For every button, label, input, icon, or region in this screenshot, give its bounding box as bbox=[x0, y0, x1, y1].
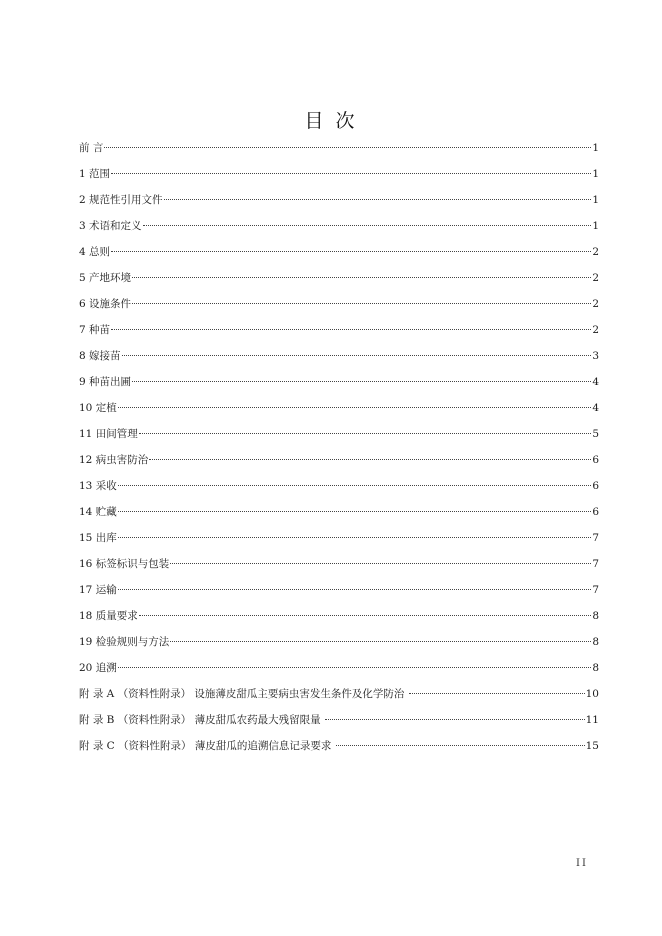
toc-entry-page-number: 6 bbox=[592, 480, 599, 492]
toc-entry[interactable] bbox=[79, 399, 599, 425]
toc-entry[interactable] bbox=[79, 165, 599, 191]
dot-leader bbox=[111, 251, 591, 252]
toc-entry-label: 2 规范性引用文件 bbox=[79, 194, 163, 206]
dot-leader bbox=[139, 615, 592, 616]
toc-entry-page-number: 2 bbox=[592, 272, 599, 284]
toc-entry[interactable] bbox=[79, 555, 599, 581]
toc-entry[interactable] bbox=[79, 321, 599, 347]
toc-entry-page-number: 8 bbox=[592, 662, 599, 674]
toc-entry[interactable] bbox=[79, 347, 599, 373]
toc-entry-label: 5 产地环境 bbox=[79, 272, 132, 284]
dot-leader bbox=[118, 589, 592, 590]
toc-entry-page-number: 8 bbox=[592, 636, 599, 648]
toc-entry-label: 13 采收 bbox=[79, 480, 117, 492]
toc-entry-label: 19 检验规则与方法 bbox=[79, 636, 170, 648]
dot-leader bbox=[132, 303, 591, 304]
toc-entry[interactable] bbox=[79, 295, 599, 321]
toc-entry[interactable] bbox=[79, 191, 599, 217]
toc-entry-label: 20 追溯 bbox=[79, 662, 117, 674]
toc-entry[interactable] bbox=[79, 685, 599, 711]
toc-entry[interactable] bbox=[79, 711, 599, 737]
toc-entry[interactable] bbox=[79, 477, 599, 503]
dot-leader bbox=[118, 667, 592, 668]
toc-entry-page-number: 3 bbox=[592, 350, 599, 362]
dot-leader bbox=[139, 433, 592, 434]
toc-entry-label: 4 总则 bbox=[79, 246, 111, 258]
toc-entry-page-number: 4 bbox=[592, 376, 599, 388]
dot-leader bbox=[122, 355, 592, 356]
toc-entry-page-number: 2 bbox=[592, 324, 599, 336]
toc-entry-label: 11 田间管理 bbox=[79, 428, 138, 440]
toc-entry-page-number: 10 bbox=[585, 688, 599, 700]
toc-entry-label: 7 种苗 bbox=[79, 324, 111, 336]
dot-leader bbox=[164, 199, 592, 200]
dot-leader bbox=[409, 693, 585, 694]
toc-entry-label: 14 贮藏 bbox=[79, 506, 117, 518]
toc-entry-label: 1 范围 bbox=[79, 168, 111, 180]
toc-entry-label: 附 录 B （资料性附录） 薄皮甜瓜农药最大残留限量 bbox=[79, 714, 324, 726]
dot-leader bbox=[170, 563, 591, 564]
toc-entry-label: 15 出库 bbox=[79, 532, 117, 544]
toc-entry[interactable] bbox=[79, 581, 599, 607]
toc-entry-page-number: 1 bbox=[592, 168, 599, 180]
toc-entry-label: 9 种苗出圃 bbox=[79, 376, 132, 388]
toc-entry[interactable] bbox=[79, 425, 599, 451]
toc-entry[interactable] bbox=[79, 659, 599, 685]
dot-leader bbox=[149, 459, 591, 460]
dot-leader bbox=[118, 511, 592, 512]
dot-leader bbox=[132, 277, 591, 278]
toc-entry[interactable] bbox=[79, 503, 599, 529]
toc-entry-label: 18 质量要求 bbox=[79, 610, 138, 622]
toc-entry[interactable] bbox=[79, 139, 599, 165]
toc-entry-page-number: 7 bbox=[592, 584, 599, 596]
toc-entry[interactable] bbox=[79, 737, 599, 763]
toc-entry-label: 17 运输 bbox=[79, 584, 117, 596]
toc-entry[interactable] bbox=[79, 529, 599, 555]
toc-entry[interactable] bbox=[79, 451, 599, 477]
toc-entry-page-number: 1 bbox=[592, 194, 599, 206]
toc-entry-label: 6 设施条件 bbox=[79, 298, 132, 310]
toc-entry-page-number: 4 bbox=[592, 402, 599, 414]
dot-leader bbox=[111, 329, 591, 330]
toc-entry-label: 16 标签标识与包装 bbox=[79, 558, 170, 570]
toc-entry-page-number: 1 bbox=[592, 220, 599, 232]
table-of-contents bbox=[79, 139, 599, 763]
toc-entry-label: 10 定植 bbox=[79, 402, 117, 414]
toc-entry-label: 8 嫁接苗 bbox=[79, 350, 121, 362]
toc-entry-page-number: 2 bbox=[592, 298, 599, 310]
toc-entry-page-number: 7 bbox=[592, 558, 599, 570]
dot-leader bbox=[170, 641, 591, 642]
page-title: 目 次 bbox=[304, 110, 358, 132]
toc-entry-label: 前 言 bbox=[79, 142, 104, 154]
toc-entry-page-number: 5 bbox=[592, 428, 599, 440]
dot-leader bbox=[104, 147, 591, 148]
toc-entry-label: 附 录 C （资料性附录） 薄皮甜瓜的追溯信息记录要求 bbox=[79, 740, 335, 752]
toc-entry[interactable] bbox=[79, 217, 599, 243]
dot-leader bbox=[143, 225, 592, 226]
toc-entry-page-number: 1 bbox=[592, 142, 599, 154]
toc-entry-label: 附 录 A （资料性附录） 设施薄皮甜瓜主要病虫害发生条件及化学防治 bbox=[79, 688, 408, 700]
toc-entry-page-number: 8 bbox=[592, 610, 599, 622]
toc-entry-label: 12 病虫害防治 bbox=[79, 454, 149, 466]
toc-entry-label: 3 术语和定义 bbox=[79, 220, 142, 232]
dot-leader bbox=[118, 485, 592, 486]
toc-entry-page-number: 7 bbox=[592, 532, 599, 544]
toc-entry[interactable] bbox=[79, 633, 599, 659]
page-number: II bbox=[576, 858, 588, 869]
dot-leader bbox=[118, 537, 592, 538]
dot-leader bbox=[132, 381, 591, 382]
toc-entry-page-number: 11 bbox=[585, 714, 599, 726]
toc-entry[interactable] bbox=[79, 243, 599, 269]
dot-leader bbox=[325, 719, 585, 720]
toc-entry[interactable] bbox=[79, 269, 599, 295]
toc-entry-page-number: 6 bbox=[592, 506, 599, 518]
toc-entry-page-number: 15 bbox=[585, 740, 599, 752]
dot-leader bbox=[336, 745, 585, 746]
toc-entry[interactable] bbox=[79, 607, 599, 633]
toc-entry[interactable] bbox=[79, 373, 599, 399]
dot-leader bbox=[111, 173, 591, 174]
toc-entry-page-number: 6 bbox=[592, 454, 599, 466]
dot-leader bbox=[118, 407, 592, 408]
toc-entry-page-number: 2 bbox=[592, 246, 599, 258]
